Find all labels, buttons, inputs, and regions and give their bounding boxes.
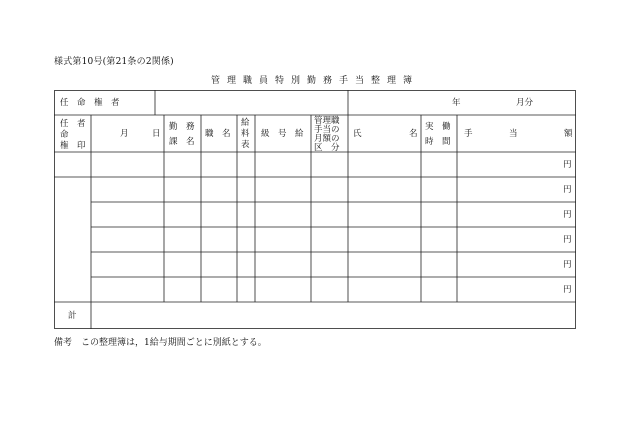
col-day: 日: [152, 129, 161, 139]
document-title: 管理職員特別勤務手当整理簿: [210, 76, 419, 86]
year-label: 年: [452, 98, 461, 108]
col-salary-table-2: 料: [241, 129, 250, 139]
month-label: 月分: [516, 98, 534, 108]
col-hours-2: 時 間: [425, 137, 451, 147]
col-amount-3: 額: [564, 129, 573, 139]
appointer-label: 任 命 権 者: [60, 98, 120, 108]
form-number: 様式第10号(第21条の2関係): [54, 57, 174, 67]
col-mgmt-4: 区 分: [314, 143, 340, 153]
col-workplace-2: 課 名: [169, 137, 195, 147]
col-name-1: 氏: [353, 129, 362, 139]
yen-unit: 円: [563, 160, 572, 170]
col-month: 月: [120, 129, 129, 139]
col-salary-table-1: 給: [241, 118, 250, 128]
col-appointer-seal-1: 任 者: [60, 119, 86, 129]
yen-unit: 円: [563, 285, 572, 295]
col-salary-table-3: 表: [241, 140, 250, 150]
col-name-2: 名: [409, 129, 418, 139]
col-appointer-seal-3: 権 印: [60, 141, 86, 151]
total-label: 計: [68, 311, 77, 321]
allowance-ledger-table: [54, 90, 576, 329]
col-hours-1: 実 働: [425, 122, 451, 132]
yen-unit: 円: [563, 260, 572, 270]
col-mgmt-1: 管理職: [314, 116, 340, 126]
remarks-note: 備考 この整理簿は，1給与期間ごとに別紙とする。: [54, 338, 267, 348]
col-workplace-1: 勤 務: [169, 122, 195, 132]
col-amount-1: 手: [464, 129, 473, 139]
yen-unit: 円: [563, 235, 572, 245]
col-mgmt-3: 月額の: [314, 134, 340, 144]
col-amount-2: 当: [509, 129, 518, 139]
col-grade: 級 号 給: [261, 129, 304, 139]
col-post-name: 職 名: [205, 129, 231, 139]
col-mgmt-2: 手当の: [314, 125, 340, 135]
yen-unit: 円: [563, 210, 572, 220]
col-appointer-seal-2: 命: [60, 130, 69, 140]
yen-unit: 円: [563, 185, 572, 195]
